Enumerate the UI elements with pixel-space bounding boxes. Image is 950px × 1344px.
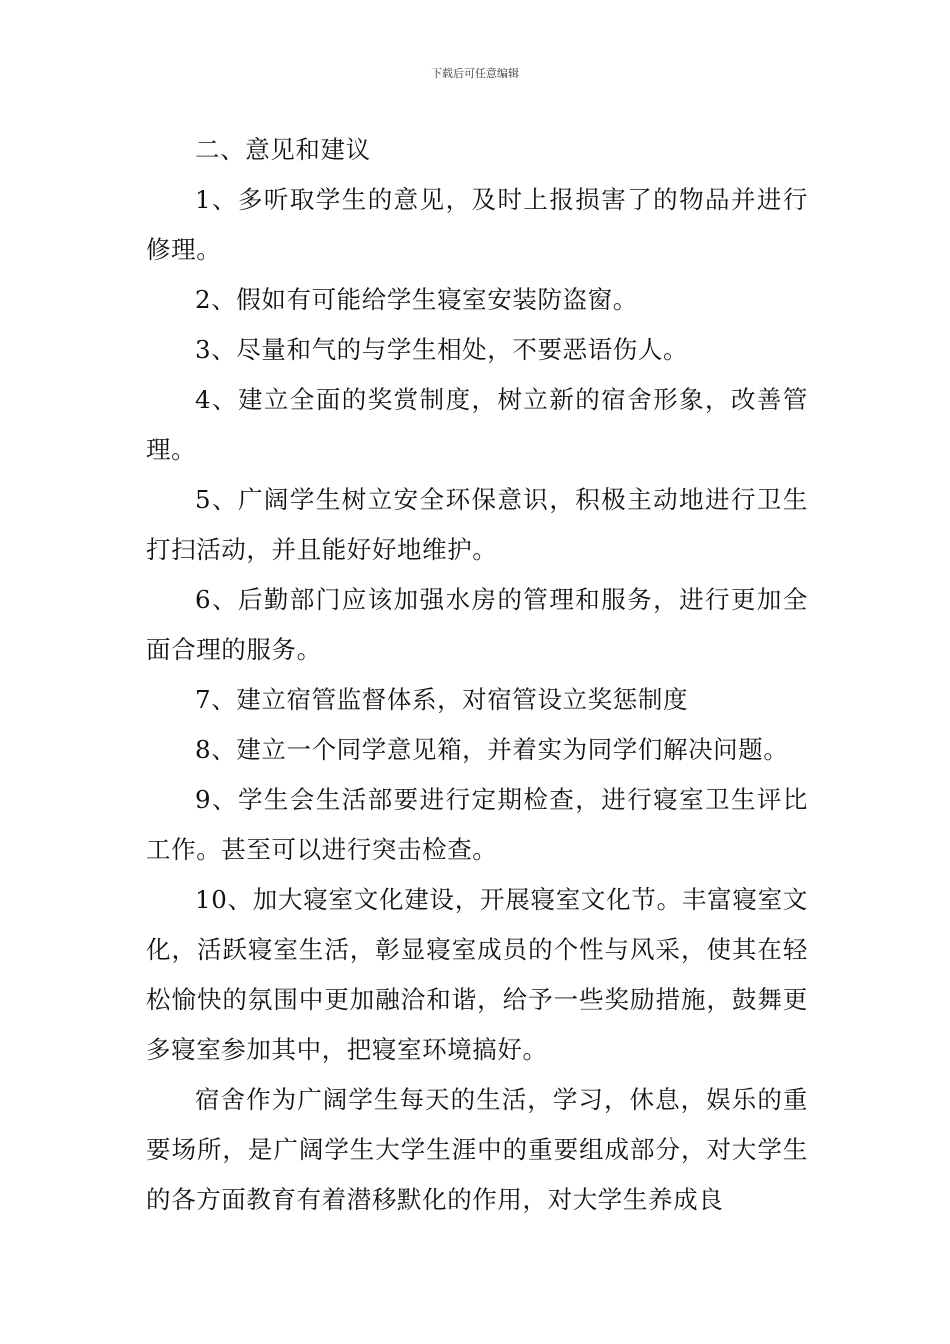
suggestion-item-5: 5、广阔学生树立安全环保意识，积极主动地进行卫生打扫活动，并且能好好地维护。 [146,485,808,564]
closing-paragraph: 宿舍作为广阔学生每天的生活，学习，休息，娱乐的重要场所，是广阔学生大学生涯中的重要组成部分，对大学生的各方面教育有着潜移默化的作用，对大学生养成良 [146,1085,808,1214]
document-body [146,125,808,1225]
suggestion-item-7: 7、建立宿管监督体系，对宿管设立奖惩制度 [195,685,689,714]
suggestion-item-6: 6、后勤部门应该加强水房的管理和服务，进行更加全面合理的服务。 [146,585,808,664]
suggestion-item-2: 2、假如有可能给学生寝室安装防盗窗。 [195,285,638,314]
section-heading: 二、意见和建议 [195,135,371,164]
suggestion-item-1: 1、多听取学生的意见，及时上报损害了的物品并进行修理。 [146,185,808,264]
suggestion-item-8: 8、建立一个同学意见箱，并着实为同学们解决问题。 [195,735,789,764]
suggestion-item-3: 3、尽量和气的与学生相处，不要恶语伤人。 [195,335,689,364]
suggestion-item-9: 9、学生会生活部要进行定期检查，进行寝室卫生评比工作。甚至可以进行突击检查。 [146,785,808,864]
suggestion-item-4: 4、建立全面的奖赏制度，树立新的宿舍形象，改善管理。 [146,385,808,464]
suggestion-item-10: 10、加大寝室文化建设，开展寝室文化节。丰富寝室文化，活跃寝室生活，彰显寝室成员的个性与风采，使其在轻松愉快的氛围中更加融洽和谐，给予一些奖励措施，鼓舞更多寝室参加其中，把寝室环境搞好。 [146,885,808,1064]
page-header: 下载后可任意编辑 [431,67,519,80]
